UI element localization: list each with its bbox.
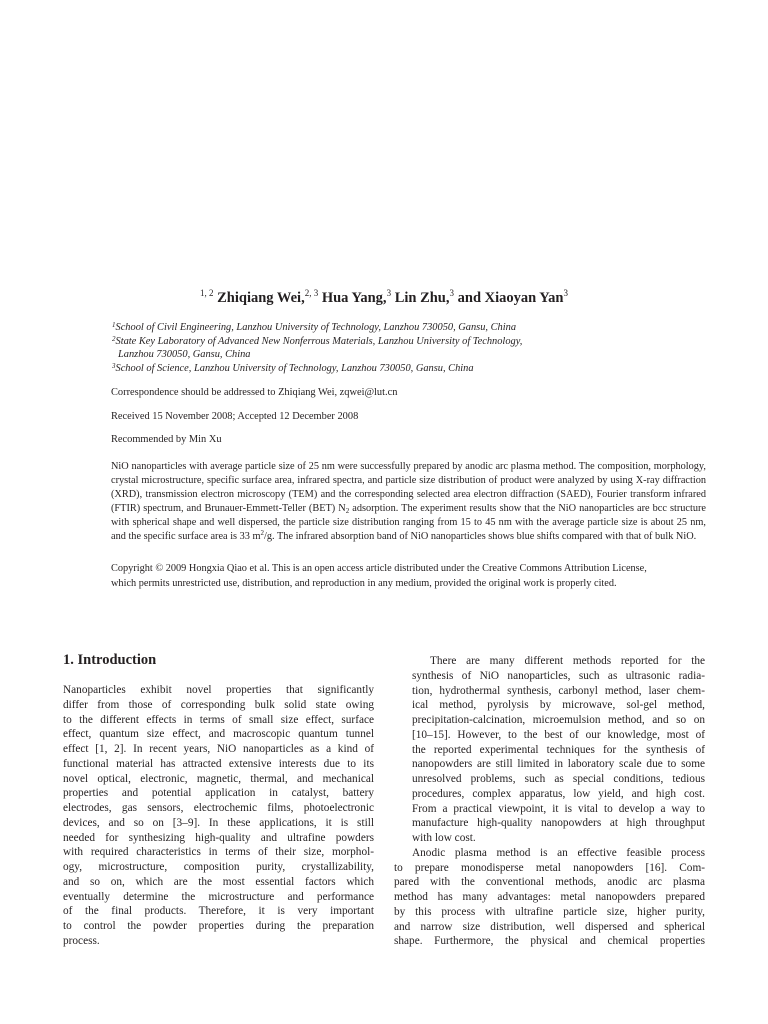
text-line: ical method, pyrolysis by microwave, sol-gel method, bbox=[412, 699, 705, 712]
author-name: Hua Yang, bbox=[318, 290, 387, 306]
section-heading: 1. Introduction bbox=[63, 652, 157, 668]
text-line: and narrow size distribution, well dispersed and spherical bbox=[394, 920, 705, 933]
text-line: to control the powder properties during the preparation bbox=[63, 920, 374, 932]
affiliation-number: 3 bbox=[112, 361, 116, 370]
affiliation-3 bbox=[112, 362, 672, 376]
introduction-paragraph bbox=[63, 683, 374, 949]
text-line: process. bbox=[63, 934, 100, 947]
text-line: electrodes, gas sensors, electrochemic films, photoelectronic bbox=[63, 802, 374, 814]
affiliation-number: 1 bbox=[112, 321, 116, 329]
text-line: pared with the conventional methods, anodic arc plasma bbox=[394, 876, 705, 889]
text-line: From a practical viewpoint, it is vital to develop a way to bbox=[412, 802, 705, 815]
author-name: Lin Zhu, bbox=[391, 290, 450, 306]
author-name: and Xiaoyan Yan bbox=[454, 290, 564, 306]
text-line: properties and potential application in catalyst, battery bbox=[63, 787, 374, 800]
abstract bbox=[111, 460, 706, 544]
correspondence-text: Correspondence should be addressed to Zhiqiang Wei, bbox=[111, 387, 340, 398]
abstract-text: /g. The infrared absorption band of NiO nanoparticles shows blue shifts compared with that of bulk NiO. bbox=[264, 531, 697, 542]
text-line: nanopowders are still limited in laboratory scale due to some bbox=[412, 758, 705, 771]
affiliation-text: Lanzhou 730050, Gansu, China bbox=[118, 349, 251, 361]
received-accepted-dates: Received 15 November 2008; Accepted 12 December 2008 bbox=[111, 411, 359, 422]
affiliation-number: 2 bbox=[112, 334, 116, 343]
text-line: method has many advantages: metal nanopowders prepared bbox=[394, 891, 705, 903]
text-line: unresolved problems, such as special conditions, tedious bbox=[412, 773, 705, 785]
text-line: differ from those of corresponding bulk solid state owing bbox=[63, 698, 374, 711]
left-column-body bbox=[63, 683, 374, 949]
text-line: novel optical, electronic, magnetic, thermal, and mechanical bbox=[63, 772, 374, 785]
text-line: Anodic plasma method is an effective feasible process bbox=[412, 846, 705, 859]
copyright-line: which permits unrestricted use, distribution, and reproduction in any medium, provided the original work is properly cited. bbox=[111, 578, 617, 589]
affiliation-2-continued bbox=[112, 348, 672, 362]
text-line: effect, quantum size effect, and macroscopic quantum tunnel bbox=[63, 728, 374, 741]
text-line: manufacture high-quality nanopowders at high throughput bbox=[412, 817, 705, 830]
text-line: eventually determine the microstructure and performance bbox=[63, 890, 374, 903]
author-list bbox=[0, 290, 768, 307]
text-line: the reported experimental techniques for the synthesis of bbox=[412, 743, 705, 756]
author-name: Zhiqiang Wei, bbox=[217, 290, 305, 306]
text-line: There are many different methods reported for the bbox=[430, 655, 705, 667]
text-line: [10–15]. However, to the best of our knowledge, most of bbox=[412, 728, 705, 741]
correspondence-email-link[interactable]: zqwei@lut.cn bbox=[339, 387, 398, 398]
anodic-plasma-paragraph bbox=[394, 846, 705, 949]
affiliation-1 bbox=[112, 321, 672, 335]
text-line: procedures, complex apparatus, low yield, and high cost. bbox=[412, 787, 705, 800]
text-line: needed for synthesizing high-quality and ultrafine powders bbox=[63, 831, 374, 844]
author-affiliation-marker: 3 bbox=[563, 288, 568, 298]
text-line: synthesis of NiO nanoparticles, such as ultrasonic radia- bbox=[412, 669, 705, 682]
author-affiliation-marker: 3 bbox=[386, 288, 392, 298]
correspondence bbox=[111, 386, 706, 400]
right-column-body bbox=[394, 654, 705, 949]
text-line: Nanoparticles exhibit novel properties that significantly bbox=[63, 684, 374, 696]
author-lead-superscript: 1, 2 bbox=[200, 288, 214, 298]
text-line: functional material has attracted extensive interests due to its bbox=[63, 757, 374, 770]
text-line: with low cost. bbox=[412, 832, 476, 844]
copyright-line: Copyright © 2009 Hongxia Qiao et al. This is an open access article distributed under the Creative Commons Attribution License, bbox=[111, 563, 647, 574]
affiliations bbox=[112, 321, 672, 375]
affiliation-text: School of Civil Engineering, Lanzhou University of Technology, Lanzhou 730050, Gansu, China bbox=[115, 322, 517, 333]
text-line: by this process with ultrafine particle size, higher purity, bbox=[394, 905, 705, 918]
affiliation-text: State Key Laboratory of Advanced New Nonferrous Materials, Lanzhou University of Technology, bbox=[115, 335, 523, 347]
author-affiliation-marker: 2, 3 bbox=[304, 288, 319, 298]
text-line: of the final products. Therefore, it is very important bbox=[63, 905, 374, 918]
text-line: effect [1, 2]. In recent years, NiO nanoparticles as a kind of bbox=[63, 743, 374, 755]
abstract-text: NiO nanoparticles with average particle size of 25 nm were successfully prepared by anodic arc plasma method. The composition, morphology, crystal microstructure, specific surface area, infrared spectra, and particle size distribution of product were analyzed by using X-ray diffraction (XRD), transmission electron microscopy (TEM) and the corresponding selected area electron diffraction (SAED), Fourier transform infrared (FTIR) spectrum, and Brunauer-Emmett-Teller (BET) N bbox=[111, 461, 706, 514]
text-line: precipitation-calcination, microemulsion method, and so on bbox=[412, 714, 705, 726]
text-line: and so on, which are the most essential factors which bbox=[63, 875, 374, 888]
abstract-subscript: 2 bbox=[345, 507, 350, 515]
text-line: devices, and so on [3–9]. In these applications, it is still bbox=[63, 816, 374, 829]
text-line: to the different effects in terms of small size effect, surface bbox=[63, 713, 374, 726]
text-line: tion, hydrothermal synthesis, carbonyl method, laser chem- bbox=[412, 684, 705, 697]
abstract-text: adsorption. The experiment results show that the NiO nanoparticles are bcc structure with spherical shape and well dispersed, the particle size distribution ranging from 15 to 45 nm with the average particle size is about 25 nm, and the specific surface area is 33 m bbox=[111, 503, 706, 542]
methods-paragraph bbox=[394, 654, 705, 846]
abstract-superscript: 2 bbox=[260, 529, 265, 537]
author-affiliation-marker: 3 bbox=[449, 288, 455, 298]
text-line: to prepare monodisperse metal nanopowders [16]. Com- bbox=[394, 861, 705, 874]
text-line: ogy, microstructure, composition purity, crystallizability, bbox=[63, 861, 374, 873]
recommended-by: Recommended by Min Xu bbox=[111, 434, 222, 445]
text-line: shape. Furthermore, the physical and chemical properties bbox=[394, 935, 705, 948]
copyright-notice bbox=[111, 561, 711, 591]
affiliation-text: School of Science, Lanzhou University of Technology, Lanzhou 730050, Gansu, China bbox=[115, 362, 474, 374]
affiliation-2 bbox=[112, 335, 672, 349]
text-line: with required characteristics in terms of their size, morphol- bbox=[63, 846, 374, 859]
